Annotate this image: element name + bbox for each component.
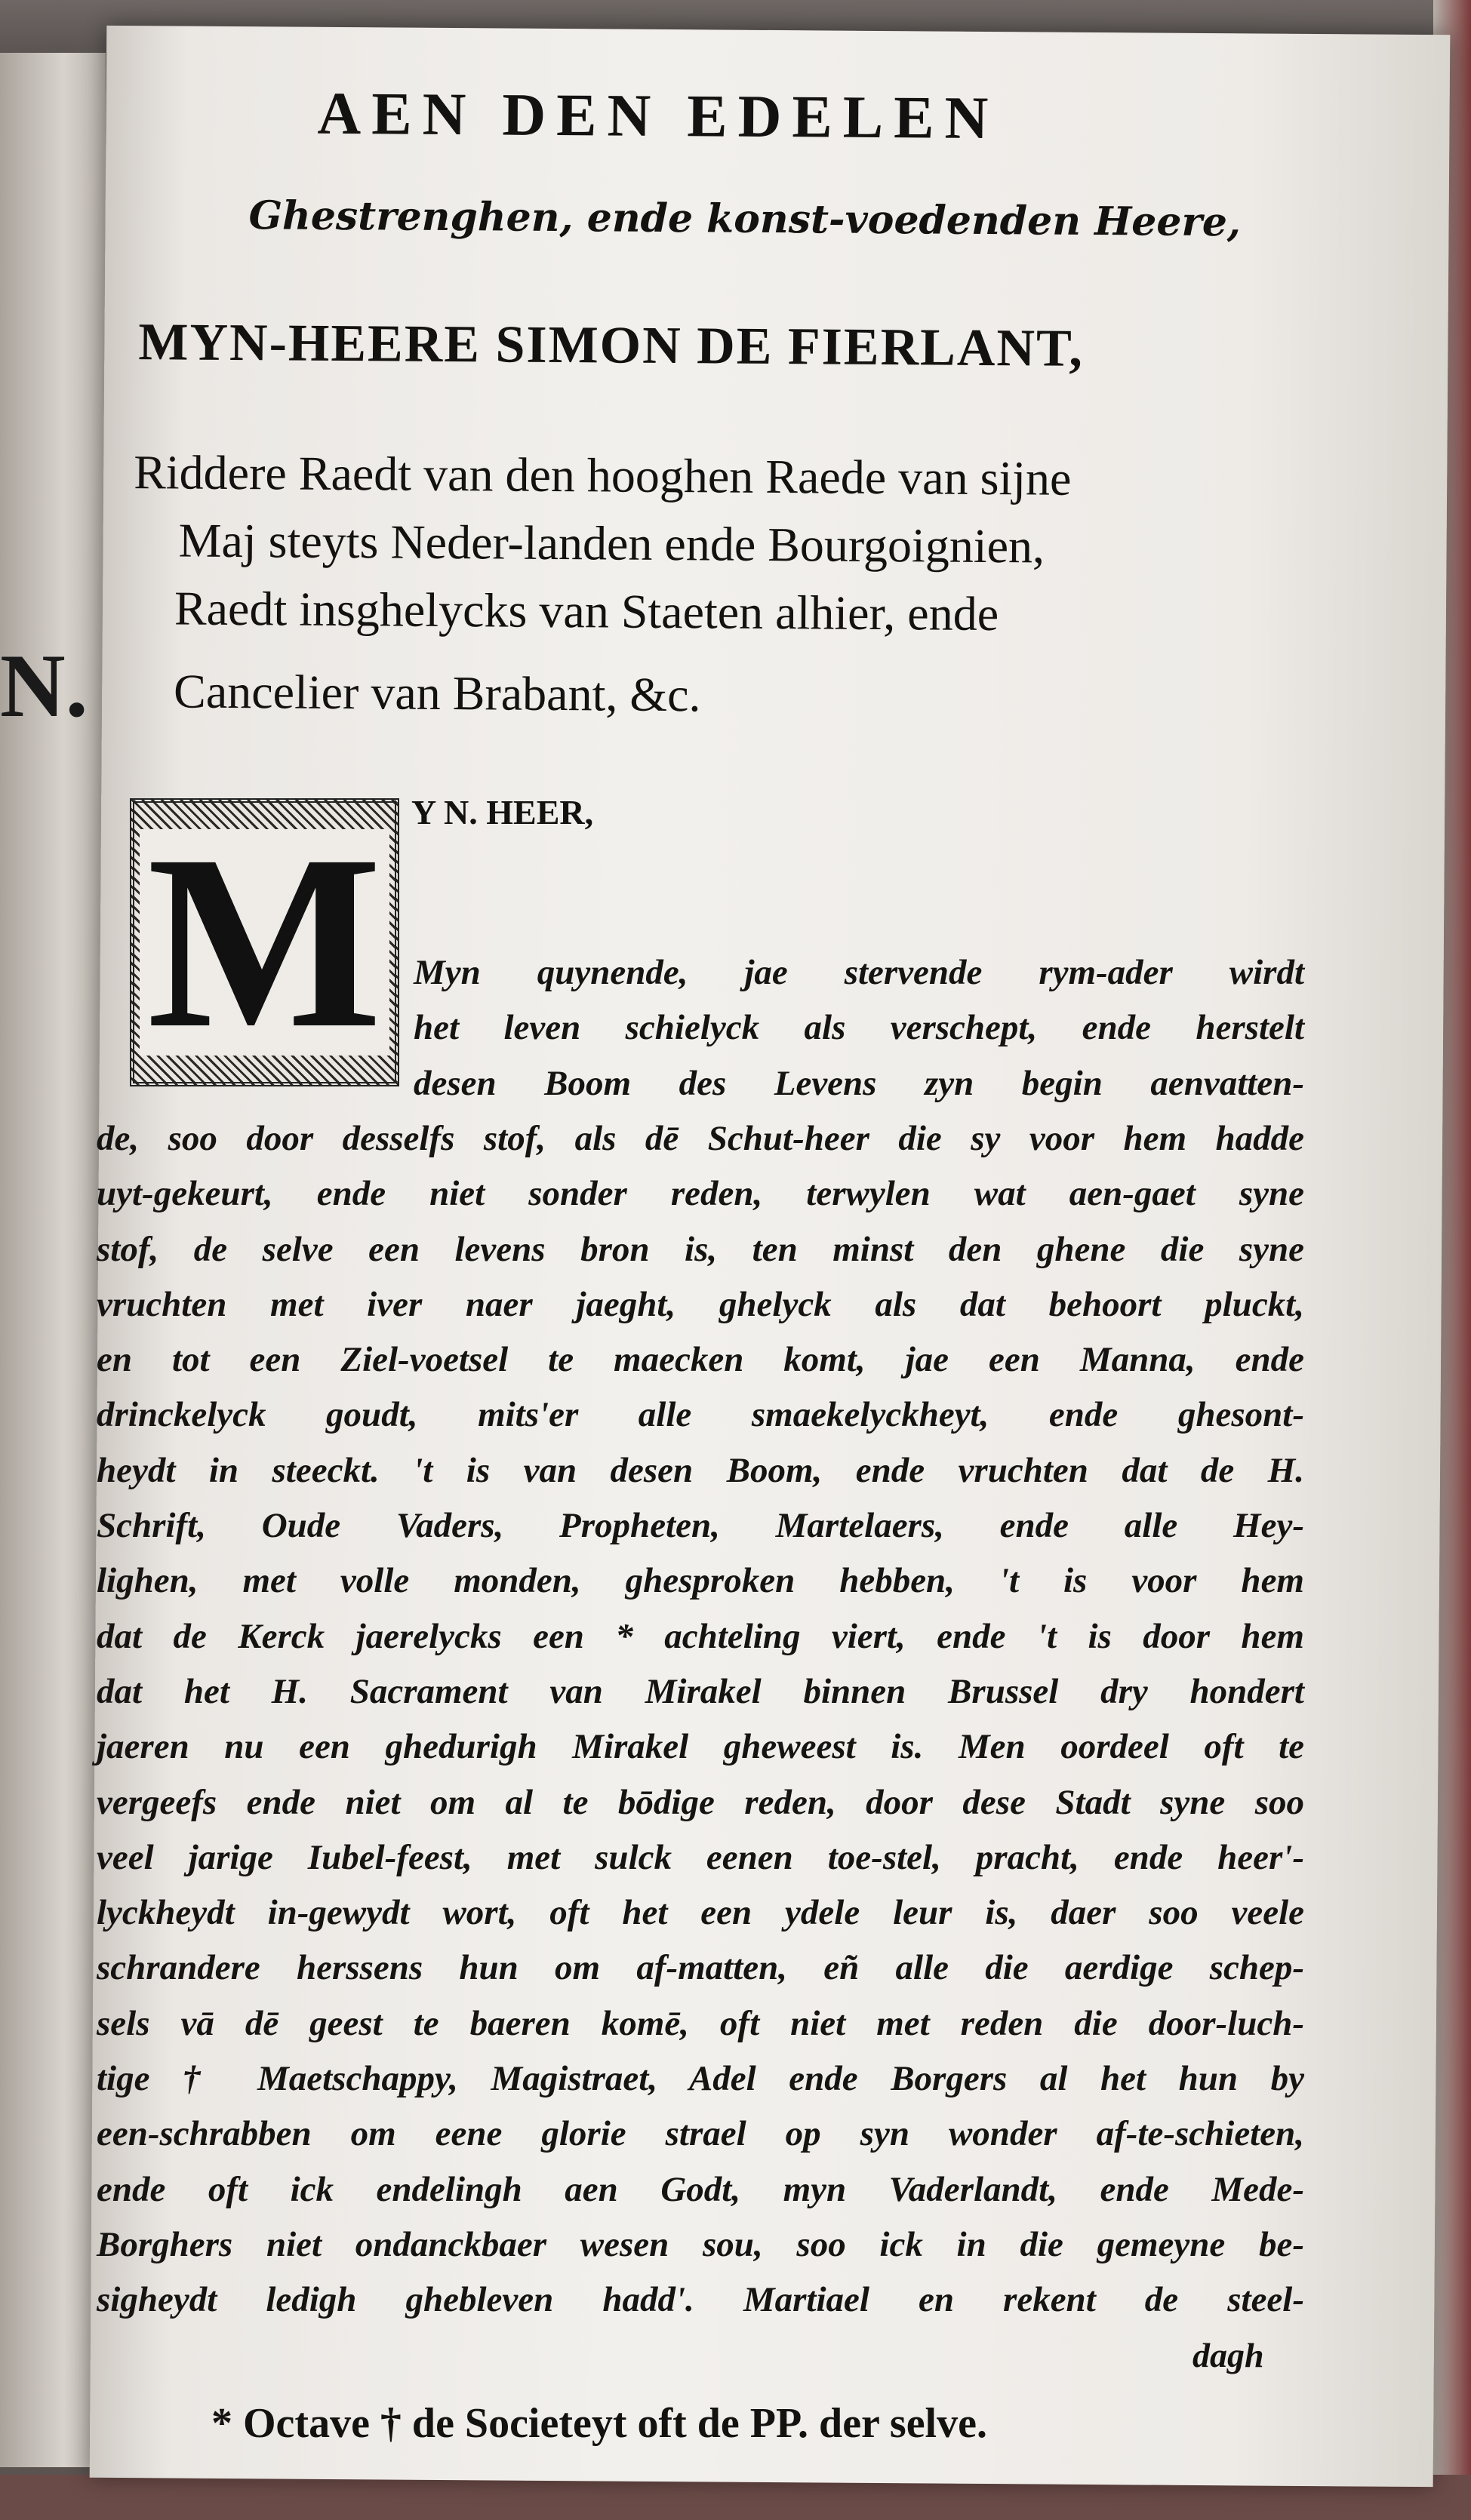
- body-line: drinckelyck goudt, mits'er alle smaekelyckheyt, ende ghesont-: [97, 1395, 1304, 1435]
- title-line: Riddere Raedt van den hooghen Raede van sijne: [133, 445, 1072, 506]
- body-line: een-schrabben om eene glorie strael op syn wonder af-te-schieten,: [97, 2114, 1304, 2154]
- heading-line-1: AEN DEN EDELEN: [317, 80, 999, 152]
- body-line: desen Boom des Levens zyn begin aenvatten-: [414, 1063, 1304, 1103]
- body-line: lighen, met volle monden, ghesproken hebben, 't is voor hem: [97, 1561, 1304, 1601]
- body-line: veel jarige Iubel-feest, met sulck eenen toe-stel, pracht, ende heer'-: [97, 1837, 1304, 1877]
- body-line: lyckheydt in-gewydt wort, oft het een ydele leur is, daer soo veele: [97, 1893, 1304, 1933]
- heading-line-3: MYN-HEERE SIMON DE FIERLANT,: [138, 313, 1085, 378]
- body-line: Schrift, Oude Vaders, Propheten, Martelaers, ende alle Hey-: [97, 1506, 1304, 1545]
- body-line: vergeefs ende niet om al te bōdige reden, door dese Stadt syne soo: [97, 1782, 1304, 1822]
- body-line: schrandere herssens hun om af-matten, eñ alle die aerdige schep-: [97, 1948, 1304, 1988]
- ornamental-drop-cap: [130, 798, 399, 1086]
- body-line: uyt-gekeurt, ende niet sonder reden, terwylen wat aen-gaet syne: [97, 1174, 1304, 1214]
- body-line: dat de Kerck jaerelycks een * achteling viert, ende 't is door hem: [97, 1616, 1304, 1656]
- body-line: jaeren nu een ghedurigh Mirakel gheweest is. Men oordeel oft te: [97, 1727, 1304, 1767]
- body-line: en tot een Ziel-voetsel te maecken komt, jae een Manna, ende: [97, 1340, 1304, 1380]
- body-line: dat het H. Sacrament van Mirakel binnen Brussel dry hondert: [97, 1671, 1304, 1711]
- footnote: * Octave † de Societeyt oft de PP. der selve.: [211, 2400, 987, 2447]
- body-line: sigheydt ledigh ghebleven hadd'. Martiael en rekent de steel-: [97, 2280, 1304, 2320]
- body-line: het leven schielyck als verschept, ende herstelt: [414, 1008, 1304, 1048]
- body-line: sels vā dē geest te baeren komē, oft niet met reden die door-luch-: [97, 2003, 1304, 2043]
- title-line: Cancelier van Brabant, &c.: [173, 664, 701, 722]
- body-line: ende oft ick endelingh aen Godt, myn Vaderlandt, ende Mede-: [97, 2169, 1304, 2209]
- drop-cap-letter: M: [140, 829, 389, 1056]
- title-line: Maj steyts Neder-landen ende Bourgoignien,: [178, 513, 1045, 573]
- salutation: Y N. HEER,: [411, 793, 594, 831]
- catchword: dagh: [1192, 2336, 1264, 2374]
- body-line: Myn quynende, jae stervende rym-ader wirdt: [414, 953, 1304, 992]
- title-line: Raedt insghelycks van Staeten alhier, ende: [174, 581, 999, 641]
- body-line: tige † Maetschappy, Magistraet, Adel ende Borgers al het hun by: [97, 2059, 1304, 2098]
- left-page-fragment: N.: [0, 635, 88, 736]
- body-line: stof, de selve een levens bron is, ten minst den ghene die syne: [97, 1229, 1304, 1269]
- heading-line-2: Ghestrenghen, ende konst-voedenden Heere,: [248, 192, 1242, 246]
- body-line: vruchten met iver naer jaeght, ghelyck als dat behoort pluckt,: [97, 1284, 1304, 1324]
- body-line: Borghers niet ondanckbaer wesen sou, soo ick in die gemeyne be-: [97, 2224, 1304, 2264]
- body-line: de, soo door desselfs stof, als dē Schut-heer die sy voor hem hadde: [97, 1118, 1304, 1158]
- body-line: heydt in steeckt. 't is van desen Boom, ende vruchten dat de H.: [97, 1450, 1304, 1490]
